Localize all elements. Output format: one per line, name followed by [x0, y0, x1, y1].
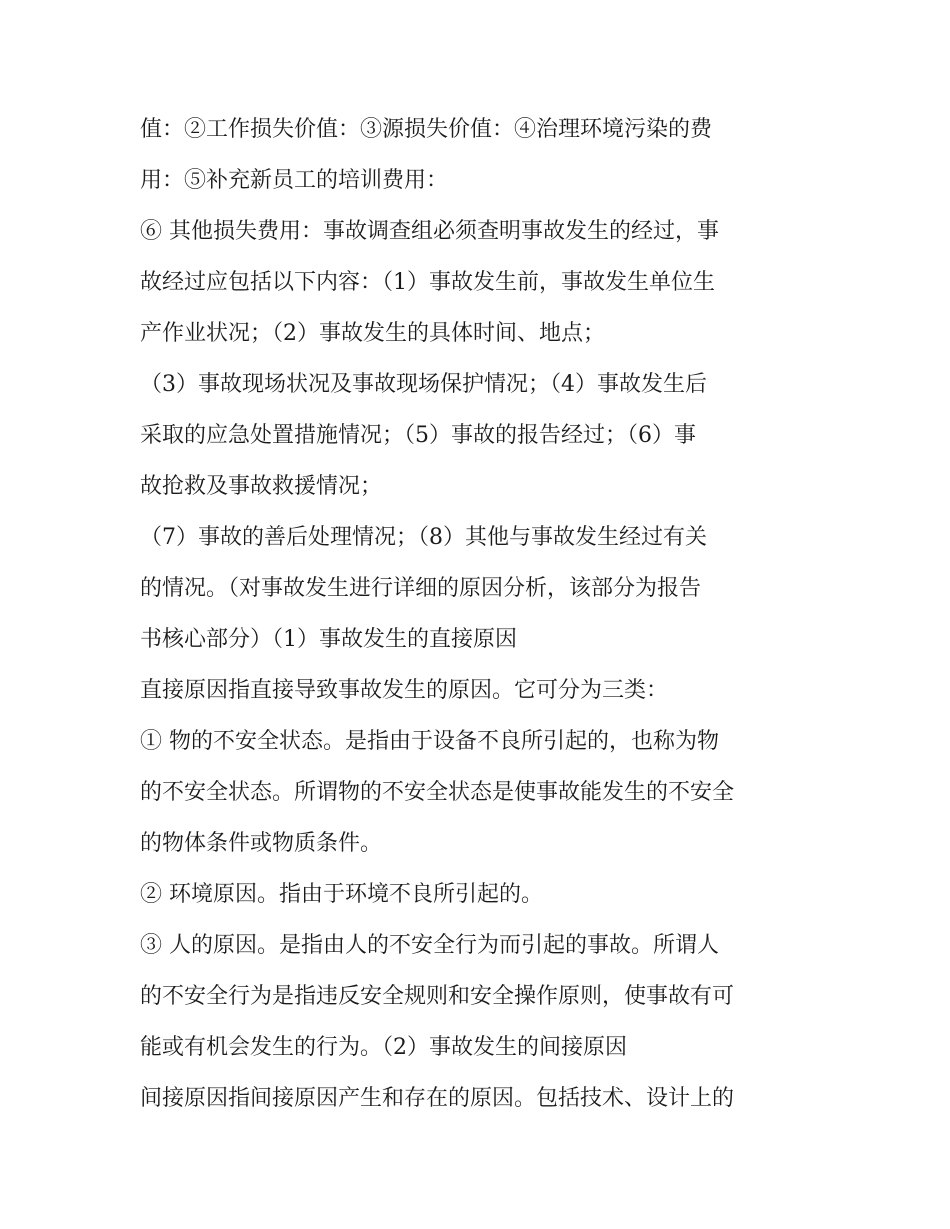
text-line-7: 采取的应急处置措施情况；（5）事故的报告经过；（6）事	[140, 423, 696, 448]
text-line-5: 产作业状况；（2）事故发生的具体时间、地点；	[140, 321, 605, 346]
text-line-16: ② 环境原因。指由于环境不良所引起的。	[140, 882, 543, 907]
text-line-15: 的物体条件或物质条件。	[140, 831, 383, 856]
text-line-6: （3）事故现场状况及事故现场保护情况；（4）事故发生后	[140, 372, 707, 397]
text-line-19: 能或有机会发生的行为。（2）事故发生的间接原因	[140, 1035, 627, 1060]
text-line-14: 的不安全状态。所谓物的不安全状态是使事故能发生的不安全	[140, 780, 735, 805]
text-line-3: ⑥ 其他损失费用：事故调查组必须查明事故发生的经过，事	[140, 219, 719, 244]
text-line-20: 间接原因指间接原因产生和存在的原因。包括技术、设计上的	[140, 1086, 735, 1111]
text-line-13: ① 物的不安全状态。是指由于设备不良所引起的，也称为物	[140, 729, 719, 754]
text-line-1: 值：②工作损失价值：③源损失价值：④治理环境污染的费	[140, 117, 713, 142]
text-line-2: 用：⑤补充新员工的培训费用：	[140, 168, 449, 193]
text-line-12: 直接原因指直接导致事故发生的原因。它可分为三类：	[140, 678, 669, 703]
text-line-8: 故抢救及事故救援情况；	[140, 474, 383, 499]
text-line-10: 的情况。（对事故发生进行详细的原因分析，该部分为报告	[140, 576, 702, 601]
text-line-4: 故经过应包括以下内容：（1）事故发生前，事故发生单位生	[140, 270, 715, 295]
text-line-18: 的不安全行为是指违反安全规则和安全操作原则，使事故有可	[140, 984, 735, 1009]
text-line-9: （7）事故的善后处理情况；（8）其他与事故发生经过有关	[140, 525, 707, 550]
text-line-11: 书核心部分）（1）事故发生的直接原因	[140, 627, 517, 652]
body-text	[140, 104, 820, 1124]
text-line-17: ③ 人的原因。是指由人的不安全行为而引起的事故。所谓人	[140, 933, 719, 958]
